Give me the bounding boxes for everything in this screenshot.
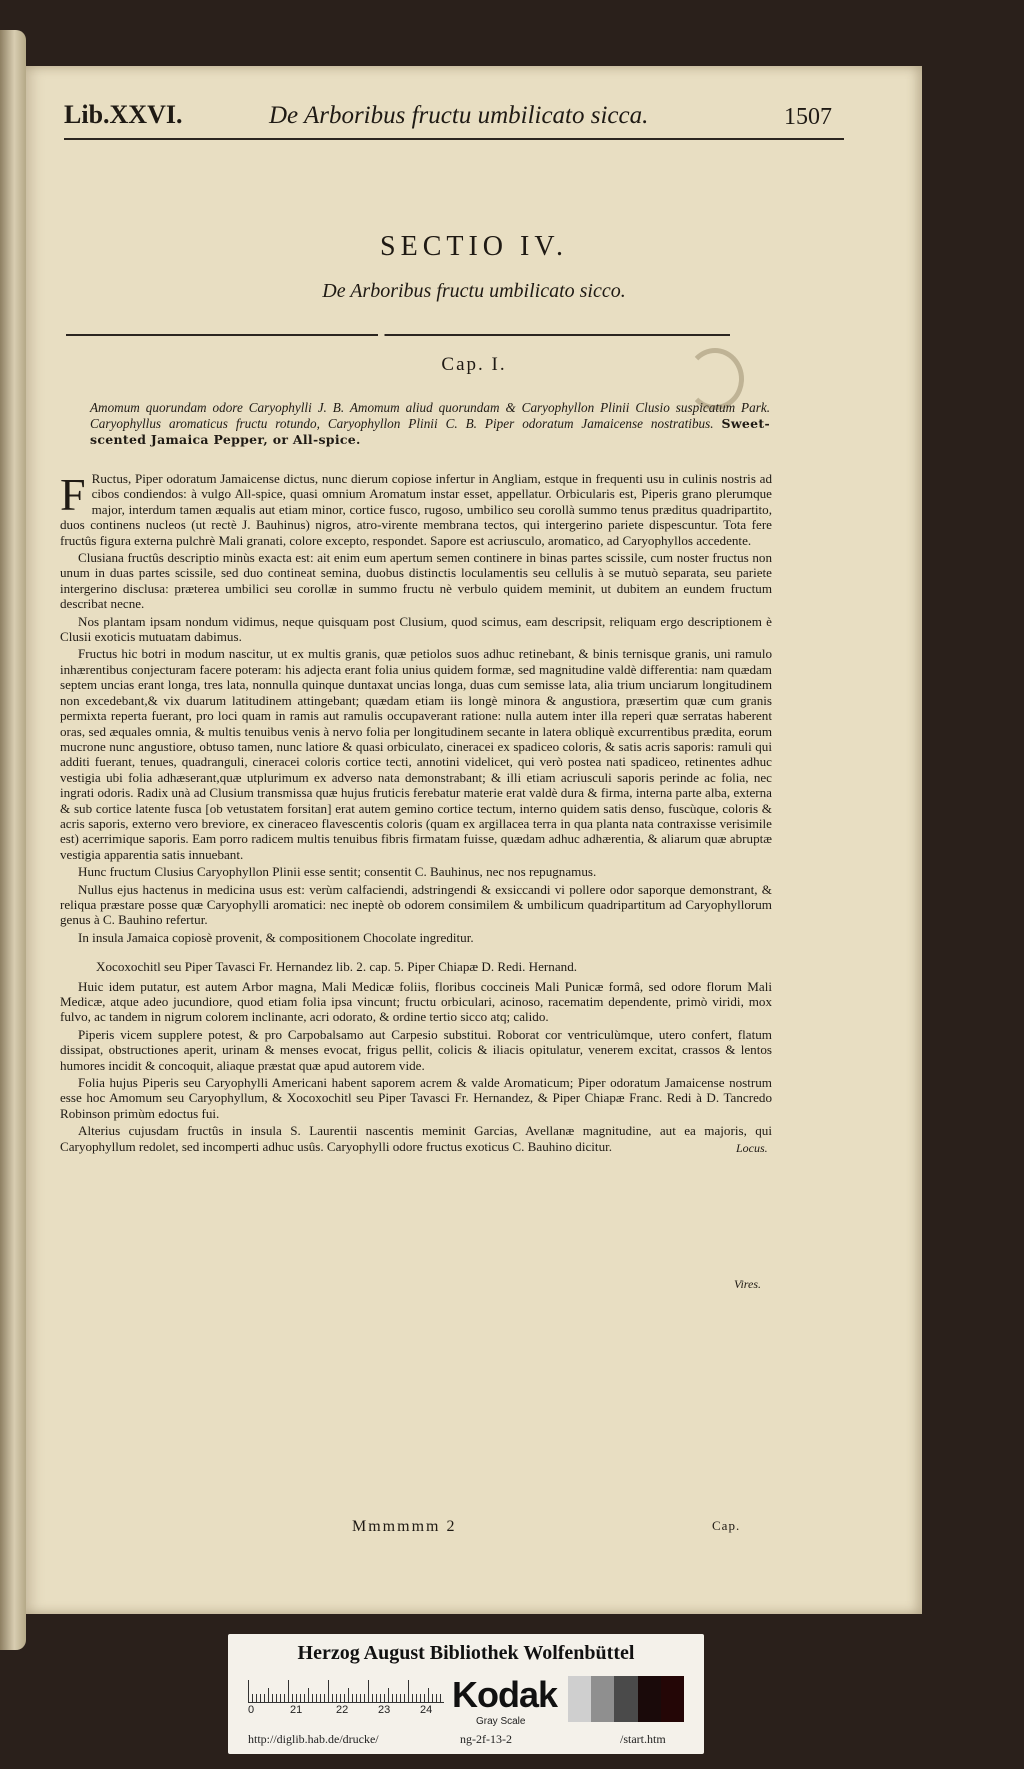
ruler-tick	[408, 1680, 409, 1702]
running-title: De Arboribus fructu umbilicato sicca.	[269, 102, 649, 129]
start-page: /start.htm	[620, 1732, 666, 1746]
ruler-number: 22	[336, 1704, 349, 1716]
body-text	[60, 471, 772, 1156]
adjacent-page-edge	[0, 30, 26, 1650]
drop-cap: F	[60, 469, 86, 520]
ruler-tick	[372, 1694, 373, 1702]
section-title: SECTIO IV.	[380, 231, 568, 262]
ruler	[248, 1678, 444, 1703]
page-number: 1507	[784, 104, 832, 130]
gray-swatch	[638, 1676, 661, 1722]
ruler-tick	[396, 1694, 397, 1702]
ruler-tick	[364, 1694, 365, 1702]
ruler-tick	[344, 1694, 345, 1702]
paragraph: Folia hujus Piperis seu Caryophylli Americani habent saporem acrem & valde Aromaticum; Piper odoratum Jamaicense nostrum esse hoc Amomum seu Caryophyllum, & Xocoxochitl seu Piper Tavasci Fr. Hernandez, & Piper Chiapæ Franc. Redi à D. Tancredo Robinson primùm edoctus fui.	[60, 1075, 772, 1121]
paragraph: Alterius cujusdam fructûs in insula S. Laurentii nascentis meminit Garcias, Avellanæ magnitudine, aut ea majoris, qui Caryophyllum redolet, sed incomperti adhuc usûs. Caryophylli odore fructus exoticus C. Bauhino dicitur.	[60, 1123, 772, 1154]
signature-mark: Mmmmmm 2	[352, 1518, 457, 1535]
gray-swatch	[568, 1676, 591, 1722]
ruler-tick	[436, 1694, 437, 1702]
ruler-tick	[308, 1688, 309, 1702]
ruler-tick	[248, 1680, 249, 1702]
paragraph	[60, 471, 772, 548]
ruler-tick	[400, 1694, 401, 1702]
ruler-tick	[420, 1694, 421, 1702]
paragraph: Clusiana fructûs descriptio minùs exacta est: ait enim eum apertum semen continere in binas partes scissile, cum noster fructus non unum in duas partes scissile, sed duo contineat semina, duobus distinctis loculamentis seu cellulis à se mutuò separata, seu pariete intergerino disclusa: præterea umbilici seu corollæ in summo fructu nè verbulo quidem meminit, ut dubitem an eundem fructum describat necne.	[60, 550, 772, 612]
section-subtitle: De Arboribus fructu umbilicato sicco.	[322, 280, 626, 302]
ruler-tick	[324, 1694, 325, 1702]
paragraph-text: Ructus, Piper odoratum Jamaicense dictus, nunc dierum copiose infertur in Angliam, estque in frequenti usu in culinis nostris ad cibos condiendos: à vulgo All-spice, quasi omnium Aromatum instar esset, appellatur. Orbicularis est, Piperis grano plerumque major, interdum tamen æqualis aut etiam minor, cortice fusco, rugoso, umbilico seu corollà summo tenus præditus quadripartito, duos continens nucleos (ut rectè J. Bauhinus) nigros, atro-virente membrana tectos, qui intergerino pariete dispescuntur. Tota fere fructûs figura externa pulchrè Mali granati, colore excepto, respondet. Sapore est acriusculo, aromatico, ad Caryophyllos accedente.	[60, 471, 772, 548]
ruler-tick	[376, 1694, 377, 1702]
ruler-tick	[424, 1694, 425, 1702]
paragraph: Nos plantam ipsam nondum vidimus, neque quisquam post Clusium, quod scimus, eam descripsit, reliquam ergo descriptionem è Clusii exoticis mutuatam dabimus.	[60, 613, 772, 645]
ruler-tick	[352, 1694, 353, 1702]
ruler-tick	[292, 1694, 293, 1702]
synonym-line: Xocoxochitl seu Piper Tavasci Fr. Hernandez lib. 2. cap. 5. Piper Chiapæ D. Redi. Hernand.	[96, 959, 578, 975]
ruler-tick	[368, 1680, 369, 1702]
ruler-number: 23	[378, 1704, 391, 1716]
ruler-tick	[276, 1694, 277, 1702]
ruler-tick	[388, 1688, 389, 1702]
running-header	[64, 98, 844, 140]
color-target-card	[228, 1634, 704, 1754]
paragraph: Nullus ejus hactenus in medicina usus est: verùm calfaciendi, adstringendi & exsiccandi vi pollere odor saporque demonstrant, & reliqua præstare posse quæ Caryophylli aromatici: nec ineptè ob odorem consimilem & umbilicum quadripartitum ad Caryophyllorum genus à C. Bauhino refertur.	[60, 881, 772, 928]
margin-note-locus: Locus.	[736, 1141, 768, 1155]
gray-swatches	[568, 1676, 684, 1722]
ruler-tick	[256, 1694, 257, 1702]
ruler-tick	[404, 1694, 405, 1702]
ruler-tick	[300, 1694, 301, 1702]
ruler-tick	[340, 1694, 341, 1702]
synonyms-block	[90, 400, 770, 448]
synonyms-english: Sweet-scented Jamaica Pepper, or All-spice.	[90, 416, 770, 447]
ruler-tick	[440, 1694, 441, 1702]
gray-swatch	[661, 1676, 684, 1722]
book-number: Lib.XXVI.	[64, 100, 183, 129]
paragraph: Fructus hic botri in modum nascitur, ut ex multis granis, quæ petiolos suos adhuc retinebant, & binis ternisque granis, uni ramulo inhærentibus conjecturam facere poteram: his adjecta erant folia unius quidem formæ, sed magnitudine valdè differentia: nam quædam septem uncias erant longa, tres lata, nonnulla quinque duntaxat uncias longa, duas cum semisse lata, alia trium unciarum longitudinem non excedebant,& vix duarum latitudinem attingebant; quædam etiam iis longè minora & angustiora, præsertim quæ cum granis permixta reperta fuerant, pro loci quam in ramis aut ramulis occupaverant ratione: nulla autem inter illa reperi quæ serratas haberent oras, sed æquales omnia, & multis tenuibus venis à nervo folia per longitudinem secante in latera obliquè excurrentibus prædita, eorum mucrone nunc angustiore, obtuso tamen, nunc latiore & quasi orbiculato, cineracei ex spadiceo coloris, & satis acris saporis: ramuli qui additi fuerant, tenues, quadranguli, cineracei coloris cortice tecti, annotini videlicet, qui verò postea nati spadiceo, retinentes adhuc vestigia ubi folia adhæserant,quæ utplurimum ex adverso nata demonstrabant; & illi etiam acriusculi saporis perinde ac folia, nec ingrati odoris. Radix unà ad Clusium transmissa quæ hujus fruticis ferebatur materie erat valdè dura & firma, interna parte alba, externa & sub cortice latente fusca [ob vetustatem forsitan] erat autem gemino cortice tectum, interno quidem satis denso, fuscùque, coloris & acris saporis, externo vero breviore, ex cineraceo flavescentis coloris (quam ex argillacea terra in qua planta nata contraxisse verisimile est) acerrimique saporis. Eam porro radicem multis tenuibus fibris firmatam fuisse, quædam adhuc adhærentia, & aliarum quæ abruptæ vestigia apparentia satis innuebant.	[60, 646, 772, 862]
ruler-tick	[316, 1694, 317, 1702]
ruler-tick	[252, 1694, 253, 1702]
ruler-tick	[260, 1694, 261, 1702]
ruler-tick	[328, 1680, 329, 1702]
gray-swatch	[591, 1676, 614, 1722]
shelfmark: ng-2f-13-2	[460, 1732, 512, 1746]
ruler-tick	[416, 1694, 417, 1702]
gray-scale-label: Gray Scale	[476, 1716, 526, 1727]
ruler-tick	[272, 1694, 273, 1702]
ruler-tick	[380, 1694, 381, 1702]
ruler-tick	[268, 1688, 269, 1702]
ruler-number: 21	[290, 1704, 303, 1716]
margin-note-vires: Vires.	[734, 1277, 761, 1291]
ruler-tick	[412, 1694, 413, 1702]
paragraph: Piperis vicem supplere potest, & pro Carpobalsamo aut Carpesio substitui. Roborat cor ventriculùmque, utero confert, flatum dissipat, obstructiones aperit, urinam & menses evocat, frigus pellit, colicis & iliacis opitulatur, venerem excitat, crassos & lentos humores incidit & concoquit, aliaque præstat quæ apud autorem vide.	[60, 1026, 772, 1073]
ruler-tick	[428, 1688, 429, 1702]
ruler-tick	[332, 1694, 333, 1702]
ruler-tick	[320, 1694, 321, 1702]
ruler-tick	[264, 1694, 265, 1702]
ruler-tick	[336, 1694, 337, 1702]
chapter-heading: Cap. I.	[441, 354, 507, 375]
gray-swatch	[614, 1676, 637, 1722]
synonyms-latin: Amomum quorundam odore Caryophylli J. B. Amomum aliud quorundam & Caryophyllon Plinii Clusio suspicatum Park. Caryophyllus aromaticus fructu rotundo, Caryophyllon Plinii C. B. Piper odoratum Jamaicense nostratibus.	[90, 400, 770, 431]
book-page	[26, 66, 922, 1614]
ruler-number: 0	[248, 1704, 255, 1716]
ruler-tick	[296, 1694, 297, 1702]
ruler-number: 24	[420, 1704, 433, 1716]
ruler-tick	[348, 1688, 349, 1702]
ruler-tick	[304, 1694, 305, 1702]
paragraph: Hunc fructum Clusius Caryophyllon Plinii esse sentit; consentit C. Bauhinus, nec nos repugnamus.	[78, 864, 597, 880]
library-name: Herzog August Bibliothek Wolfenbüttel	[297, 1642, 635, 1664]
ruler-tick	[280, 1694, 281, 1702]
ruler-tick	[384, 1694, 385, 1702]
ruler-tick	[360, 1694, 361, 1702]
section-rule	[66, 334, 730, 336]
catchword: Cap.	[712, 1518, 741, 1533]
archive-url: http://diglib.hab.de/drucke/	[248, 1732, 379, 1746]
ruler-tick	[356, 1694, 357, 1702]
ruler-tick	[284, 1694, 285, 1702]
ruler-tick	[312, 1694, 313, 1702]
paragraph: Huic idem putatur, est autem Arbor magna, Mali Medicæ foliis, floribus coccineis Mali Punicæ formâ, sed odore florum Mali Medicæ, atque adeo jucundiore, quod etiam folia ipsa vincunt; fructu orbiculari, acinoso, racematim dependente, primò viridi, mox fulvo, ac tandem in nigrum colorem inclinante, acri odorato, & ordine tertio sicco atq; calido.	[60, 978, 772, 1025]
paragraph: In insula Jamaica copiosè provenit, & compositionem Chocolate ingreditur.	[78, 929, 474, 945]
ruler-tick	[392, 1694, 393, 1702]
kodak-logo: Kodak	[452, 1674, 558, 1715]
ruler-tick	[432, 1694, 433, 1702]
ruler-tick	[288, 1680, 289, 1702]
